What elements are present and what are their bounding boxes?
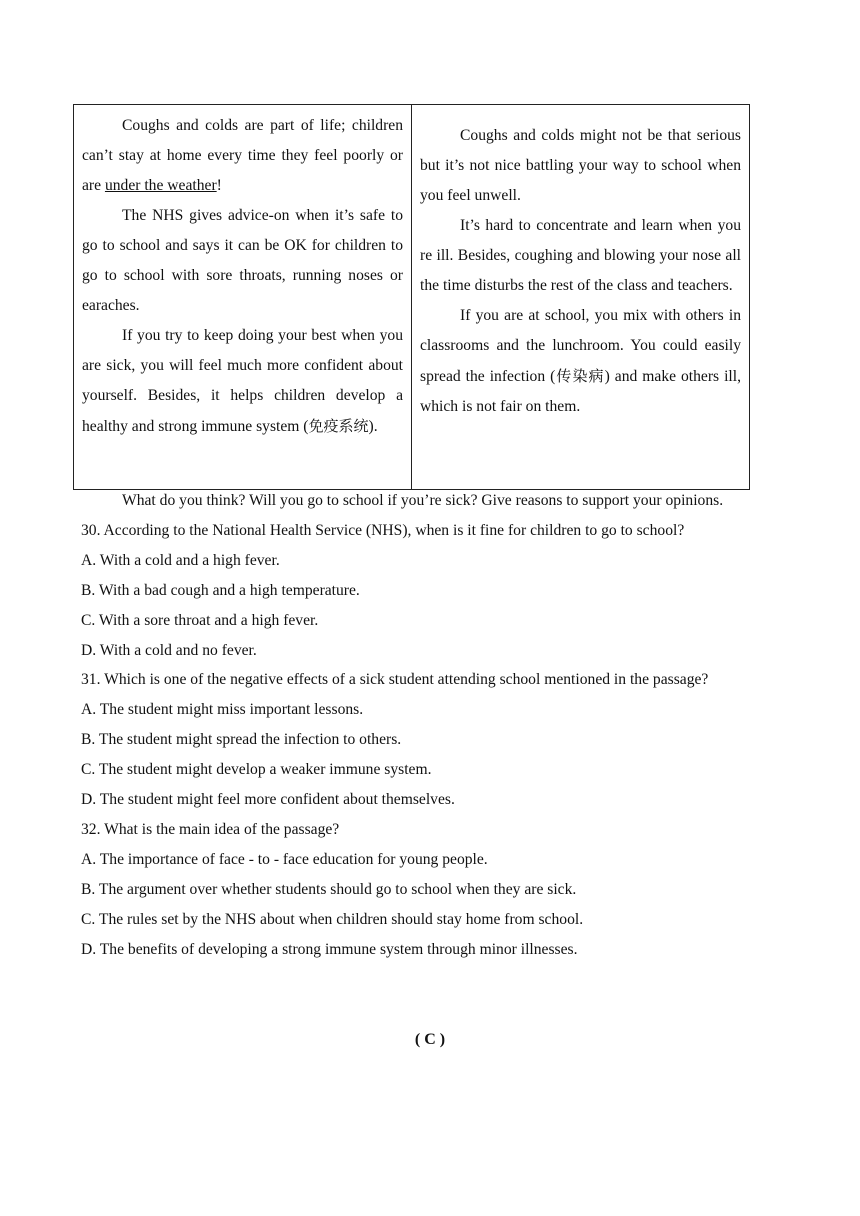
answer-option: A. With a cold and a high fever. <box>81 551 280 569</box>
section-label: ( C ) <box>414 1031 446 1048</box>
answer-option: B. With a bad cough and a high temperature. <box>81 581 360 599</box>
left-p1-end: ! <box>216 177 222 194</box>
answer-option: C. The rules set by the NHS about when children should stay home from school. <box>81 910 584 928</box>
underlined-phrase: under the weather <box>104 177 217 194</box>
left-paragraph-1 <box>82 111 403 201</box>
comparison-table <box>73 104 750 490</box>
left-p3-end: ). <box>368 418 378 435</box>
left-paragraph-2: The NHS gives advice-on when it’s safe to go to school and says it can be OK for children to go to school with sore throats, running noses or earaches. <box>82 207 403 314</box>
right-paragraph-3 <box>420 301 741 422</box>
answer-option: B. The argument over whether students should go to school when they are sick. <box>81 880 577 898</box>
chinese-gloss: 免疫系统 <box>308 417 369 435</box>
answer-option: A. The student might miss important lessons. <box>81 701 364 719</box>
left-paragraph-3 <box>82 321 403 442</box>
question-stem: 30. According to the National Health Service (NHS), when is it fine for children to go to school? <box>81 521 685 539</box>
question-stem: 31. Which is one of the negative effects of a sick student attending school mentioned in the passage? <box>81 671 709 689</box>
chinese-gloss: 传染病 <box>555 367 605 385</box>
answer-option: B. The student might spread the infection to others. <box>81 731 402 749</box>
right-p3-end: ) and make others ill, which is not fair on them. <box>420 368 741 415</box>
answer-option: C. The student might develop a weaker immune system. <box>81 761 432 779</box>
question-stem: 32. What is the main idea of the passage? <box>81 820 340 838</box>
answer-option: C. With a sore throat and a high fever. <box>81 611 319 629</box>
question-section <box>81 486 781 965</box>
discussion-prompt: What do you think? Will you go to school if you’re sick? Give reasons to support your opinions. <box>122 492 724 509</box>
right-paragraph-1: Coughs and colds might not be that serious but it’s not nice battling your way to school when you feel unwell. <box>420 127 741 204</box>
answer-option: D. With a cold and no fever. <box>81 641 257 659</box>
answer-option: D. The student might feel more confident about themselves. <box>81 791 455 809</box>
table-cell-left <box>74 105 412 489</box>
right-p3-text: If you are at school, you mix with others in classrooms and the lunchroom. You could easily spread the infection ( <box>420 307 741 385</box>
left-p3-text: If you try to keep doing your best when you are sick, you will feel much more confident about yourself. Besides, it helps children develop a healthy and strong immune system ( <box>82 327 403 435</box>
left-p1-text: Coughs and colds are part of life; children can’t stay at home every time they feel poorly or are <box>82 117 403 194</box>
answer-option: A. The importance of face - to - face education for young people. <box>81 850 488 868</box>
table-cell-right <box>412 105 749 489</box>
right-paragraph-2: It’s hard to concentrate and learn when you re ill. Besides, coughing and blowing your nose all the time disturbs the rest of the class and teachers. <box>420 217 741 294</box>
answer-option: D. The benefits of developing a strong immune system through minor illnesses. <box>81 940 578 958</box>
